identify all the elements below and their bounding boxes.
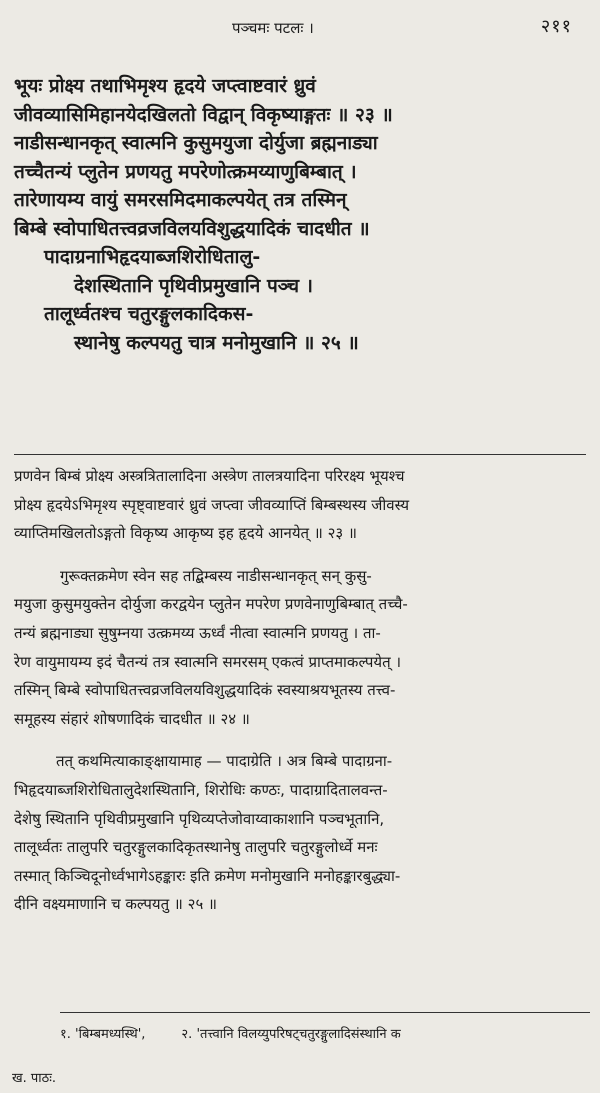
commentary-block <box>14 462 590 933</box>
commentary-line: व्याप्तिमखिलतोऽङ्गतो विकृष्य आकृष्य इह हृदये आनयेत् ॥ २३ ॥ <box>14 524 357 543</box>
commentary-line: दीनि वक्ष्यमाणानि च कल्पयतु ॥ २५ ॥ <box>14 895 217 914</box>
commentary-line: देशेषु स्थितानि पृथिवीप्रमुखानि पृथिव्यप्तेजोवाय्वाकाशानि पञ्चभूतानि, <box>14 809 385 828</box>
verse-line: नाडीसन्धानकृत् स्वात्मनि कुसुमयुजा दोर्युजा ब्रह्मनाड्या <box>14 132 378 154</box>
verse-line: बिम्बे स्वोपाधितत्त्वव्रजविलयविशुद्धयादिकं चादधीत ॥ <box>14 217 370 240</box>
footnotes <box>60 1024 590 1042</box>
footnote-divider <box>60 1012 590 1013</box>
verse-line: पादाग्रनाभिहृदयाब्जशिरोधितालु- <box>44 246 261 268</box>
page-number: २११ <box>540 16 572 37</box>
footnote-2-continuation: ख. पाठः. <box>12 1071 56 1086</box>
verse-line: तारेणायम्य वायुं समरसमिदमाकल्पयेत् तत्र तस्मिन् <box>14 189 347 211</box>
commentary-line: प्रोक्ष्य हृदयेऽभिमृश्य स्पृष्ट्वाष्टवारं ध्रुवं जप्त्वा जीवव्याप्तिं बिम्बस्थस्य जीवस्य <box>14 495 410 514</box>
commentary-paragraph <box>14 462 590 548</box>
section-divider <box>14 454 586 455</box>
commentary-line: तत् कथमित्याकाङ्क्षायामाह — पादाग्रेति । अत्र बिम्बे पादाग्रना- <box>56 752 393 771</box>
commentary-line: भिहृदयाब्जशिरोधितालुदेशस्थितानि, शिरोधिः कण्ठः, पादाग्रादितालवन्त- <box>14 780 388 799</box>
commentary-line: समूहस्य संहारं शोषणादिकं चादधीत ॥ २४ ॥ <box>14 709 250 728</box>
commentary-paragraph <box>14 747 590 919</box>
commentary-line: तन्यं ब्रह्मनाड्या सुषुम्नया उत्क्रमय्य ऊर्ध्वं नीत्वा स्वात्मनि प्रणयतु । ता- <box>14 623 381 642</box>
commentary-line: तालूर्ध्वतः तालुपरि चतुरङ्गुलकादिकृतस्थानेषु तालुपरि चतुरङ्गुलोर्ध्वे मनः <box>14 838 378 857</box>
commentary-line: रेण वायुमायम्य इदं चैतन्यं तत्र स्वात्मनि समरसम् एकत्वं प्राप्तमाकल्पयेत् । <box>14 652 402 671</box>
verse-block <box>14 72 592 357</box>
commentary-line: तस्मात् किञ्चिदूनोर्ध्वभागेऽहङ्कारः इति क्रमेण मनोमुखानि मनोहङ्कारबुद्ध्या- <box>14 866 401 885</box>
verse-line: देशस्थितानि पृथिवीप्रमुखानि पञ्च । <box>74 274 313 297</box>
footnote-2: २. 'तत्त्वानि विलय्युपरिषट्चतुरङ्गुलादिसंस्थानि क <box>181 1027 401 1042</box>
verse-line: तालूर्ध्वतश्च चतुरङ्गुलकादिकस- <box>44 303 254 325</box>
running-head: पञ्चमः पटलः । <box>232 19 314 37</box>
verse-line: भूयः प्रोक्ष्य तथाभिमृश्य हृदये जप्त्वाष्टवारं ध्रुवं <box>14 75 316 97</box>
commentary-line: मयुजा कुसुमयुक्तेन दोर्युजा करद्वयेन प्लुतेन मपरेण प्रणवेनाणुबिम्बात् तच्चै- <box>14 595 408 614</box>
footnote-1: १. 'बिम्बमध्यस्थि', <box>60 1027 146 1042</box>
verse-line: स्थानेषु कल्पयतु चात्र मनोमुखानि ॥ २५ ॥ <box>74 331 359 354</box>
commentary-line: तस्मिन् बिम्बे स्वोपाधितत्त्वव्रजविलयविशुद्धयादिकं स्वस्याश्रयभूतस्य तत्त्व- <box>14 681 396 700</box>
verse-line: तच्चैतन्यं प्लुतेन प्रणयतु मपरेणोत्क्रमय्याणुबिम्बात् । <box>14 160 357 183</box>
verse-line: जीवव्यासिमिहानयेदखिलतो विद्वान् विकृष्याङ्गतः ॥ २३ ॥ <box>14 103 393 126</box>
commentary-line: प्रणवेन बिम्बं प्रोक्ष्य अस्त्रत्रितालादिना अस्त्रेण तालत्रयादिना परिरक्ष्य भूयश्च <box>14 467 405 485</box>
page-header <box>0 14 600 44</box>
commentary-paragraph <box>14 562 590 734</box>
commentary-line: गुरूक्तक्रमेण स्वेन सह तद्बिम्बस्य नाडीसन्धानकृत् सन् कुसु- <box>60 566 372 585</box>
